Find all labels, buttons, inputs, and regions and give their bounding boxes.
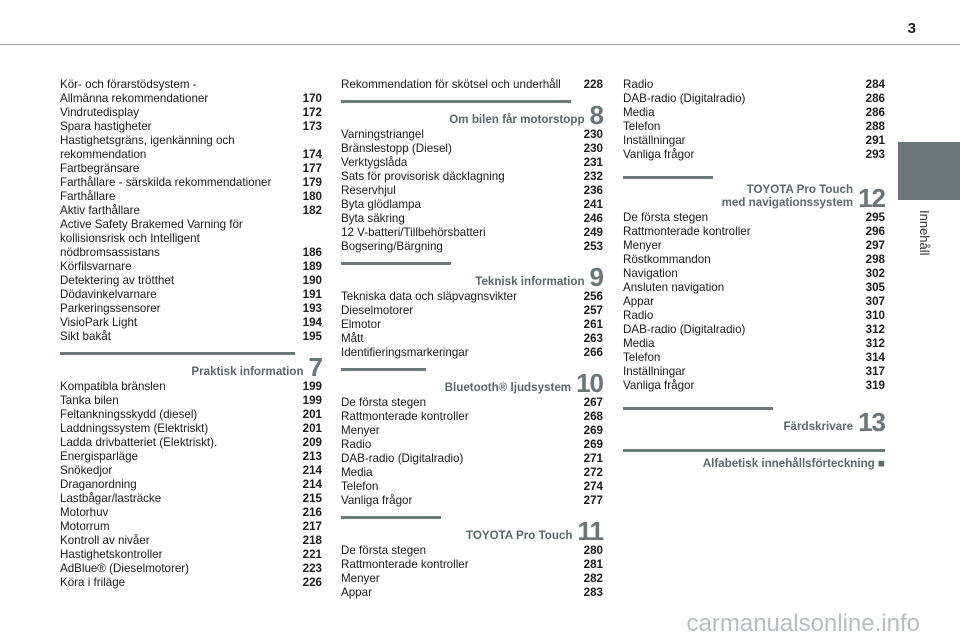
section-rule xyxy=(623,176,713,179)
toc-group-protouch-cont xyxy=(623,78,885,162)
toc-entry[interactable] xyxy=(60,492,322,506)
toc-entry[interactable] xyxy=(60,162,322,176)
section-title xyxy=(722,180,858,209)
toc-entry-title: Vanliga frågor xyxy=(341,494,413,507)
alphabetical-index-title: Alfabetisk innehållsförteckning xyxy=(702,457,875,470)
toc-entry[interactable] xyxy=(60,176,322,190)
toc-entry-title: Telefon xyxy=(623,351,661,364)
toc-group-driving xyxy=(60,78,322,344)
toc-entry[interactable] xyxy=(341,480,603,494)
toc-entry[interactable] xyxy=(60,232,322,246)
section-heading-9[interactable] xyxy=(341,262,603,292)
toc-entry-title: nödbromsassistans xyxy=(60,246,160,259)
toc-entry-page: 172 xyxy=(302,106,322,119)
toc-entry-page: 277 xyxy=(583,494,603,507)
toc-entry-title: Byta glödlampa xyxy=(341,198,421,211)
toc-entry-title: Sikt bakåt xyxy=(60,330,111,343)
toc-entry-title: 12 V-batteri/Tillbehörsbatteri xyxy=(341,226,486,239)
toc-entry-page: 217 xyxy=(302,520,322,533)
toc-entry[interactable] xyxy=(623,337,885,351)
toc-entry-title: Kompatibla bränslen xyxy=(60,380,166,393)
toc-entry-title: DAB-radio (Digitalradio) xyxy=(623,92,746,105)
toc-entry-page: 218 xyxy=(302,534,322,547)
toc-entry[interactable] xyxy=(60,408,322,422)
toc-entry-title: Spara hastigheter xyxy=(60,120,152,133)
toc-entry[interactable] xyxy=(60,464,322,478)
toc-entry[interactable] xyxy=(623,148,885,162)
toc-entry[interactable] xyxy=(60,316,322,330)
toc-entry[interactable] xyxy=(623,351,885,365)
toc-entry[interactable] xyxy=(60,548,322,562)
toc-entry-title: Snökedjor xyxy=(60,464,113,477)
toc-entry-title: De första stegen xyxy=(623,211,709,224)
section-title: Bluetooth® ljudsystem xyxy=(444,381,572,394)
toc-entry-title: Media xyxy=(623,106,655,119)
toc-entry-title: Energisparläge xyxy=(60,450,138,463)
toc-entry-title: Dödavinkelvarnare xyxy=(60,288,157,301)
toc-entry-page: 263 xyxy=(583,332,603,345)
toc-entry-title: DAB-radio (Digitalradio) xyxy=(623,323,746,336)
section-number: 7 xyxy=(308,352,322,382)
toc-entry-title: Media xyxy=(341,466,373,479)
section-number: 9 xyxy=(589,262,603,292)
toc-entry[interactable] xyxy=(60,436,322,450)
toc-entry[interactable] xyxy=(341,424,603,438)
toc-entry-title: Elmotor xyxy=(341,318,381,331)
toc-entry-title: Radio xyxy=(623,78,654,91)
toc-entry[interactable] xyxy=(623,309,885,323)
section-number: 12 xyxy=(858,183,885,213)
section-heading-7[interactable] xyxy=(60,352,322,382)
toc-entry-page: 223 xyxy=(302,562,322,575)
toc-entry-title: Lastbågar/lasträcke xyxy=(60,492,162,505)
toc-entry[interactable] xyxy=(341,142,603,156)
toc-entry-title: kollisionsrisk och Intelligent xyxy=(60,232,200,245)
toc-entry-page: 221 xyxy=(302,548,322,561)
toc-entry-title: De första stegen xyxy=(341,544,427,557)
toc-entry-title: Detektering av trötthet xyxy=(60,274,175,287)
toc-entry[interactable] xyxy=(60,562,322,576)
toc-entry-page: 201 xyxy=(302,408,322,421)
toc-entry[interactable] xyxy=(341,240,603,254)
toc-entry-page: 209 xyxy=(302,436,322,449)
toc-entry[interactable] xyxy=(341,544,603,558)
toc-entry-page: 288 xyxy=(865,120,885,133)
section-number: 13 xyxy=(858,407,885,437)
toc-entry-page: 307 xyxy=(865,295,885,308)
toc-entry[interactable] xyxy=(60,422,322,436)
toc-entry[interactable] xyxy=(341,332,603,346)
toc-entry[interactable] xyxy=(60,134,322,148)
toc-entry-page: 215 xyxy=(302,492,322,505)
toc-entry-title: De första stegen xyxy=(341,396,427,409)
toc-entry[interactable] xyxy=(60,288,322,302)
toc-entry-page: 312 xyxy=(865,337,885,350)
toc-entry-page: 295 xyxy=(865,211,885,224)
toc-entry[interactable] xyxy=(341,346,603,360)
toc-entry[interactable] xyxy=(341,586,603,600)
chapter-tab xyxy=(898,142,960,200)
toc-entry[interactable] xyxy=(341,438,603,452)
toc-entry-title: Rattmonterade kontroller xyxy=(623,225,751,238)
section-rule xyxy=(341,262,451,265)
toc-entry[interactable] xyxy=(623,281,885,295)
toc-column-3 xyxy=(623,78,885,471)
toc-entry-page: 305 xyxy=(865,281,885,294)
toc-entry-title: Vanliga frågor xyxy=(623,379,695,392)
side-label: Innehåll xyxy=(917,210,932,256)
toc-entry-title: Radio xyxy=(623,309,654,322)
section-rule xyxy=(341,100,571,103)
top-rule xyxy=(0,44,960,45)
toc-entry-page: 231 xyxy=(583,156,603,169)
toc-entry[interactable] xyxy=(60,190,322,204)
toc-entry[interactable] xyxy=(60,246,322,260)
toc-entry[interactable] xyxy=(341,184,603,198)
toc-entry-title: Radio xyxy=(341,438,372,451)
toc-entry-page: 312 xyxy=(865,323,885,336)
toc-entry-page: 269 xyxy=(583,424,603,437)
toc-entry-page: 189 xyxy=(302,260,322,273)
toc-entry-title: Appar xyxy=(623,295,654,308)
toc-entry-page: 249 xyxy=(583,226,603,239)
section-title: TOYOTA Pro Touch xyxy=(466,529,573,542)
toc-entry-page: 246 xyxy=(583,212,603,225)
toc-entry-title: Röstkommandon xyxy=(623,253,711,266)
toc-entry[interactable] xyxy=(623,211,885,225)
toc-entry-title: Tekniska data och släpvagnsvikter xyxy=(341,290,517,303)
toc-entry[interactable] xyxy=(623,379,885,393)
toc-entry-title: Bränslestopp (Diesel) xyxy=(341,142,452,155)
toc-entry[interactable] xyxy=(60,78,322,92)
toc-entry-title: Menyer xyxy=(623,239,662,252)
toc-entry[interactable] xyxy=(341,198,603,212)
toc-entry-page: 199 xyxy=(302,394,322,407)
toc-entry-title: Byta säkring xyxy=(341,212,405,225)
toc-entry[interactable] xyxy=(623,267,885,281)
toc-entry[interactable] xyxy=(341,156,603,170)
toc-entry-page: 284 xyxy=(865,78,885,91)
toc-entry-title: Aktiv farthållare xyxy=(60,204,140,217)
toc-entry-page: 257 xyxy=(583,304,603,317)
toc-entry-page: 283 xyxy=(583,586,603,599)
toc-entry-title: Mått xyxy=(341,332,364,345)
toc-entry-page: 298 xyxy=(865,253,885,266)
toc-entry-page: 261 xyxy=(583,318,603,331)
toc-entry-page: 271 xyxy=(583,452,603,465)
toc-entry[interactable] xyxy=(341,212,603,226)
toc-entry[interactable] xyxy=(341,290,603,304)
toc-entry-page: 190 xyxy=(302,274,322,287)
page-number: 3 xyxy=(907,20,916,37)
toc-entry-page: 179 xyxy=(302,176,322,189)
toc-entry-page: 213 xyxy=(302,450,322,463)
toc-entry-title: Vindrutedisplay xyxy=(60,106,140,119)
toc-entry-page: 317 xyxy=(865,365,885,378)
toc-group-bluetooth xyxy=(341,396,603,508)
toc-entry-page: 170 xyxy=(302,92,322,105)
toc-entry-page: 186 xyxy=(302,246,322,259)
toc-entry-page: 302 xyxy=(865,267,885,280)
toc-entry[interactable] xyxy=(60,92,322,106)
section-title: Färdskrivare xyxy=(783,420,854,433)
toc-entry-title: Rattmonterade kontroller xyxy=(341,410,469,423)
toc-entry[interactable] xyxy=(341,78,603,92)
toc-entry-title: rekommendation xyxy=(60,148,147,161)
toc-entry[interactable] xyxy=(623,295,885,309)
toc-column-1 xyxy=(60,78,322,590)
toc-entry-title: Köra i friläge xyxy=(60,576,126,589)
toc-entry-page: 296 xyxy=(865,225,885,238)
toc-entry-title: Hastighetskontroller xyxy=(60,548,163,561)
toc-entry-page: 236 xyxy=(583,184,603,197)
toc-entry[interactable] xyxy=(623,365,885,379)
toc-entry-title: Ladda drivbatteriet (Elektriskt). xyxy=(60,436,218,449)
section-heading-12[interactable] xyxy=(623,176,885,213)
section-rule xyxy=(623,407,773,410)
toc-entry-title: Rattmonterade kontroller xyxy=(341,558,469,571)
toc-entry-title: Laddningssystem (Elektriskt) xyxy=(60,422,209,435)
toc-entry[interactable] xyxy=(341,226,603,240)
toc-entry[interactable] xyxy=(341,396,603,410)
toc-entry-page: 286 xyxy=(865,92,885,105)
toc-entry[interactable] xyxy=(341,452,603,466)
toc-entry[interactable] xyxy=(341,410,603,424)
toc-entry[interactable] xyxy=(623,323,885,337)
toc-entry-title: DAB-radio (Digitalradio) xyxy=(341,452,464,465)
toc-entry-title: Sats för provisorisk däcklagning xyxy=(341,170,505,183)
toc-entry[interactable] xyxy=(60,120,322,134)
toc-entry-page: 201 xyxy=(302,422,322,435)
toc-entry-title: VisioPark Light xyxy=(60,316,138,329)
section-number: 8 xyxy=(589,100,603,130)
toc-entry-page: 182 xyxy=(302,204,322,217)
toc-entry-title: Körfilsvarnare xyxy=(60,260,132,273)
toc-entry-page: 193 xyxy=(302,302,322,315)
toc-entry-page: 253 xyxy=(583,240,603,253)
toc-entry-page: 274 xyxy=(583,480,603,493)
toc-entry-title: Navigation xyxy=(623,267,678,280)
toc-entry-title: AdBlue® (Dieselmotorer) xyxy=(60,562,190,575)
toc-entry-page: 293 xyxy=(865,148,885,161)
toc-entry-page: 216 xyxy=(302,506,322,519)
toc-entry-title: Inställningar xyxy=(623,365,686,378)
toc-entry-page: 199 xyxy=(302,380,322,393)
toc-entry[interactable] xyxy=(623,253,885,267)
toc-entry[interactable] xyxy=(60,520,322,534)
toc-entry[interactable] xyxy=(341,318,603,332)
section-heading-11[interactable] xyxy=(341,516,603,546)
toc-entry-page: 268 xyxy=(583,410,603,423)
toc-entry-title: Vanliga frågor xyxy=(623,148,695,161)
toc-entry-page: 282 xyxy=(583,572,603,585)
toc-group-practical xyxy=(60,380,322,590)
toc-entry[interactable] xyxy=(341,558,603,572)
toc-entry-page: 310 xyxy=(865,309,885,322)
toc-entry-page: 191 xyxy=(302,288,322,301)
toc-entry[interactable] xyxy=(341,494,603,508)
toc-entry-page: 266 xyxy=(583,346,603,359)
toc-entry[interactable] xyxy=(60,260,322,274)
section-number: 10 xyxy=(576,368,603,398)
toc-entry[interactable] xyxy=(60,394,322,408)
toc-entry-title: Ansluten navigation xyxy=(623,281,725,294)
toc-entry[interactable] xyxy=(60,450,322,464)
toc-entry-title: Kontroll av nivåer xyxy=(60,534,150,547)
toc-entry[interactable] xyxy=(60,330,322,344)
toc-entry-page: 267 xyxy=(583,396,603,409)
toc-entry-title: Menyer xyxy=(341,424,380,437)
toc-entry-page: 232 xyxy=(583,170,603,183)
toc-entry-page: 241 xyxy=(583,198,603,211)
toc-entry[interactable] xyxy=(623,225,885,239)
toc-entry-page: 319 xyxy=(865,379,885,392)
toc-entry[interactable] xyxy=(60,478,322,492)
toc-entry-title: Appar xyxy=(341,586,372,599)
toc-entry[interactable] xyxy=(60,576,322,590)
watermark: carmanualsonline.info xyxy=(686,610,920,637)
toc-entry-page: 272 xyxy=(583,466,603,479)
section-number: 11 xyxy=(577,516,603,546)
section-rule xyxy=(623,449,885,452)
toc-entry[interactable] xyxy=(60,106,322,120)
toc-entry-page: 280 xyxy=(583,544,603,557)
toc-entry[interactable] xyxy=(341,170,603,184)
section-title: Teknisk information xyxy=(475,275,585,288)
section-rule xyxy=(341,368,426,371)
section-title-line-2: med navigationssystem xyxy=(721,196,854,209)
toc-entry-page: 314 xyxy=(865,351,885,364)
toc-entry-title: Reservhjul xyxy=(341,184,396,197)
toc-entry-title: Hastighetsgräns, igenkänning och xyxy=(60,134,235,147)
toc-entry-title: Verktygslåda xyxy=(341,156,408,169)
toc-group-protouch xyxy=(341,544,603,600)
toc-group-breakdown xyxy=(341,128,603,254)
alphabetical-index-link[interactable] xyxy=(623,449,885,471)
toc-entry[interactable] xyxy=(60,148,322,162)
toc-entry-page: 297 xyxy=(865,239,885,252)
toc-entry-title: Tanka bilen xyxy=(60,394,119,407)
section-heading-13[interactable] xyxy=(623,407,885,437)
toc-entry-title: Media xyxy=(623,337,655,350)
toc-entry[interactable] xyxy=(341,128,603,142)
bullet-square-icon: ■ xyxy=(877,457,885,470)
toc-entry-page: 281 xyxy=(583,558,603,571)
toc-entry-title: Active Safety Brakemed Varning för xyxy=(60,218,243,231)
toc-entry-title: Bogsering/Bärgning xyxy=(341,240,443,253)
toc-entry-title: Inställningar xyxy=(623,134,686,147)
section-rule xyxy=(60,352,295,355)
toc-entry-title: Fartbegränsare xyxy=(60,162,140,175)
toc-entry-page: 230 xyxy=(583,142,603,155)
toc-entry[interactable] xyxy=(60,380,322,394)
toc-group-maintenance xyxy=(341,78,603,92)
section-title-line-1: TOYOTA Pro Touch xyxy=(746,183,854,196)
toc-entry-page: 214 xyxy=(302,478,322,491)
toc-entry-page: 226 xyxy=(302,576,322,589)
toc-entry[interactable] xyxy=(623,239,885,253)
toc-entry[interactable] xyxy=(341,304,603,318)
toc-entry-page: 269 xyxy=(583,438,603,451)
toc-entry-page: 174 xyxy=(302,148,322,161)
toc-entry[interactable] xyxy=(623,106,885,120)
toc-column-2 xyxy=(341,78,603,600)
toc-entry-title: Identifieringsmarkeringar xyxy=(341,346,469,359)
toc-entry[interactable] xyxy=(623,134,885,148)
toc-entry[interactable] xyxy=(60,534,322,548)
toc-entry-title: Telefon xyxy=(341,480,379,493)
toc-entry-page: 228 xyxy=(583,78,603,91)
toc-entry-title: Farthållare xyxy=(60,190,116,203)
toc-entry-page: 230 xyxy=(583,128,603,141)
toc-entry[interactable] xyxy=(60,218,322,232)
toc-entry-title: Feltankningsskydd (diesel) xyxy=(60,408,198,421)
toc-entry-page: 291 xyxy=(865,134,885,147)
toc-entry[interactable] xyxy=(341,466,603,480)
toc-entry-page: 173 xyxy=(302,120,322,133)
section-heading-8[interactable] xyxy=(341,100,603,130)
toc-entry[interactable] xyxy=(341,572,603,586)
section-heading-10[interactable] xyxy=(341,368,603,398)
toc-entry-title: Motorrum xyxy=(60,520,110,533)
toc-entry-title: Telefon xyxy=(623,120,661,133)
toc-entry[interactable] xyxy=(60,506,322,520)
section-rule xyxy=(341,516,441,519)
toc-entry-title: Motorhuv xyxy=(60,506,109,519)
toc-entry-page: 195 xyxy=(302,330,322,343)
toc-entry-title: Farthållare - särskilda rekommendationer xyxy=(60,176,272,189)
toc-entry-title: Rekommendation för skötsel och underhåll xyxy=(341,78,561,91)
toc-entry-title: Dieselmotorer xyxy=(341,304,414,317)
toc-entry[interactable] xyxy=(623,78,885,92)
toc-entry-title: Varningstriangel xyxy=(341,128,424,141)
toc-entry-page: 256 xyxy=(583,290,603,303)
toc-group-technical xyxy=(341,290,603,360)
toc-entry-title: Draganordning xyxy=(60,478,137,491)
toc-entry[interactable] xyxy=(60,274,322,288)
toc-entry-title: Kör- och förarstödsystem - xyxy=(60,78,197,91)
toc-entry-page: 180 xyxy=(302,190,322,203)
toc-group-protouch-nav xyxy=(623,211,885,393)
toc-entry[interactable] xyxy=(623,120,885,134)
section-title: Praktisk information xyxy=(191,365,304,378)
section-title: Om bilen får motorstopp xyxy=(449,113,585,126)
toc-entry-page: 177 xyxy=(302,162,322,175)
toc-entry-title: Menyer xyxy=(341,572,380,585)
toc-entry[interactable] xyxy=(60,302,322,316)
toc-entry-title: Allmänna rekommendationer xyxy=(60,92,209,105)
toc-entry[interactable] xyxy=(623,92,885,106)
toc-entry-page: 194 xyxy=(302,316,322,329)
toc-entry-title: Parkeringssensorer xyxy=(60,302,161,315)
toc-entry-page: 214 xyxy=(302,464,322,477)
toc-entry-page: 286 xyxy=(865,106,885,119)
toc-entry[interactable] xyxy=(60,204,322,218)
